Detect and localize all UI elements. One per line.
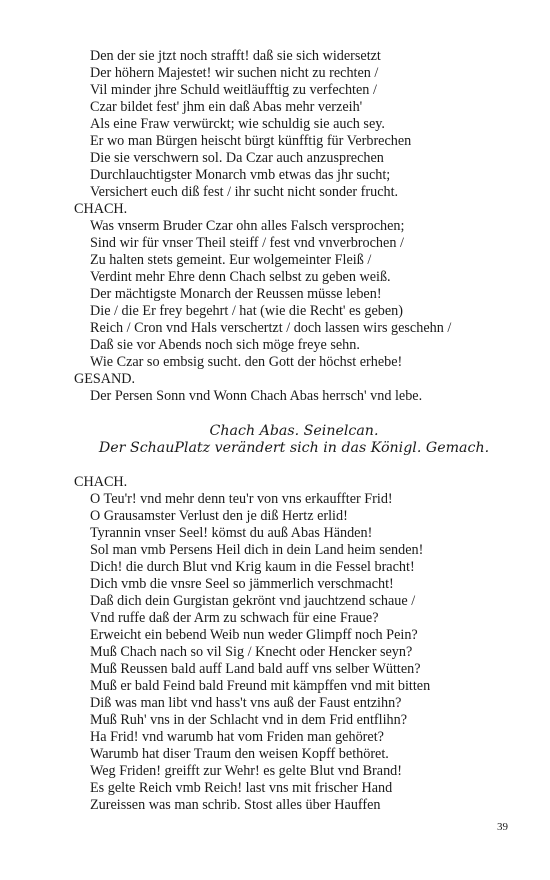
verse-line: Sind wir für vnser Theil steiff / fest vnd vnverbrochen / bbox=[90, 235, 404, 251]
verse-line: Dich! die durch Blut vnd Krig kaum in die Fessel bracht! bbox=[90, 559, 415, 575]
verse-line: Muß Chach nach so vil Sig / Knecht oder Hencker seyn? bbox=[90, 644, 413, 660]
verse-line: Zu halten stets gemeint. Eur wolgemeinter Fleiß / bbox=[90, 252, 372, 268]
stage-direction-line-1: Chach Abas. Seinelcan. bbox=[209, 423, 379, 439]
verse-line: Ha Frid! vnd warumb hat vom Friden man gehöret? bbox=[90, 729, 384, 745]
verse-line: Warumb hat diser Traum den weisen Kopff bethöret. bbox=[90, 746, 389, 762]
stage-direction bbox=[74, 423, 514, 457]
verse-line: Er wo man Bürgen heischt bürgt künfftig für Verbrechen bbox=[90, 133, 412, 149]
verse-line: Den der sie jtzt noch strafft! daß sie sich widersetzt bbox=[90, 48, 381, 64]
verse-line: Der höhern Majestet! wir suchen nicht zu rechten / bbox=[90, 65, 379, 81]
verse-line: Was vnserm Bruder Czar ohn alles Falsch versprochen; bbox=[90, 218, 405, 234]
page-number: 39 bbox=[497, 821, 508, 833]
verse-line: Daß sie vor Abends noch sich möge freye sehn. bbox=[90, 337, 360, 353]
verse-line: O Grausamster Verlust den je diß Hertz erlid! bbox=[90, 508, 348, 524]
verse-line: Reich / Cron vnd Hals verschertzt / doch lassen wirs geschehn / bbox=[90, 320, 452, 336]
verse-line: Die / die Er frey begehrt / hat (wie die Recht' es geben) bbox=[90, 303, 403, 319]
verse-line: Zureissen was man schrib. Stost alles über Hauffen bbox=[90, 797, 381, 813]
verse-line: Tyrannin vnser Seel! kömst du auß Abas Händen! bbox=[90, 525, 373, 541]
verse-line: Sol man vmb Persens Heil dich in dein Land heim senden! bbox=[90, 542, 424, 558]
verse-line: Czar bildet fest' jhm ein daß Abas mehr verzeih' bbox=[90, 99, 363, 115]
verse-line: Durchlauchtigster Monarch vmb etwas das jhr sucht; bbox=[90, 167, 391, 183]
verse-line: Muß er bald Feind bald Freund mit kämpffen vnd mit bitten bbox=[90, 678, 431, 694]
verse-line: Der Persen Sonn vnd Wonn Chach Abas herrsch' vnd lebe. bbox=[90, 388, 423, 404]
verse-line: Als eine Fraw verwürckt; wie schuldig sie auch sey. bbox=[90, 116, 385, 132]
verse-line: Diß was man libt vnd hass't vns auß der Faust entzihn? bbox=[90, 695, 402, 711]
verse-line: Muß Reussen bald auff Land bald auff vns selber Wütten? bbox=[90, 661, 421, 677]
speaker-name: GESAND. bbox=[74, 371, 136, 387]
verse-line: O Teu'r! vnd mehr denn teu'r von vns erkauffter Frid! bbox=[90, 491, 393, 507]
verse-line: Verdint mehr Ehre denn Chach selbst zu geben weiß. bbox=[90, 269, 391, 285]
verse-line: Vnd ruffe daß der Arm zu schwach für eine Fraue? bbox=[90, 610, 379, 626]
verse-line: Wie Czar so embsig sucht. den Gott der höchst erhebe! bbox=[90, 354, 403, 370]
verse-line: Erweicht ein bebend Weib nun weder Glimpff noch Pein? bbox=[90, 627, 418, 643]
verse-line: Vil minder jhre Schuld weitläufftig zu verfechten / bbox=[90, 82, 377, 98]
verse-line: Daß dich dein Gurgistan gekrönt vnd jauchtzend schaue / bbox=[90, 593, 416, 609]
verse-line: Der mächtigste Monarch der Reussen müsse leben! bbox=[90, 286, 382, 302]
verse-line: Versichert euch diß fest / ihr sucht nicht sonder frucht. bbox=[90, 184, 399, 200]
verse-line: Die sie verschwern sol. Da Czar auch anzusprechen bbox=[90, 150, 384, 166]
verse-line: Weg Friden! greifft zur Wehr! es gelte Blut vnd Brand! bbox=[90, 763, 402, 779]
text-block-dialogue-1 bbox=[74, 48, 514, 405]
verse-line: Muß Ruh' vns in der Schlacht vnd in dem Frid entflihn? bbox=[90, 712, 408, 728]
text-block-dialogue-2 bbox=[74, 474, 514, 814]
stage-direction-line-2: Der SchauPlatz verändert sich in das Königl. Gemach. bbox=[98, 440, 490, 456]
verse-line: Es gelte Reich vmb Reich! last vns mit frischer Hand bbox=[90, 780, 393, 796]
verse-line: Dich vmb die vnsre Seel so jämmerlich verschmacht! bbox=[90, 576, 394, 592]
speaker-name: CHACH. bbox=[74, 474, 128, 490]
speaker-name: CHACH. bbox=[74, 201, 128, 217]
